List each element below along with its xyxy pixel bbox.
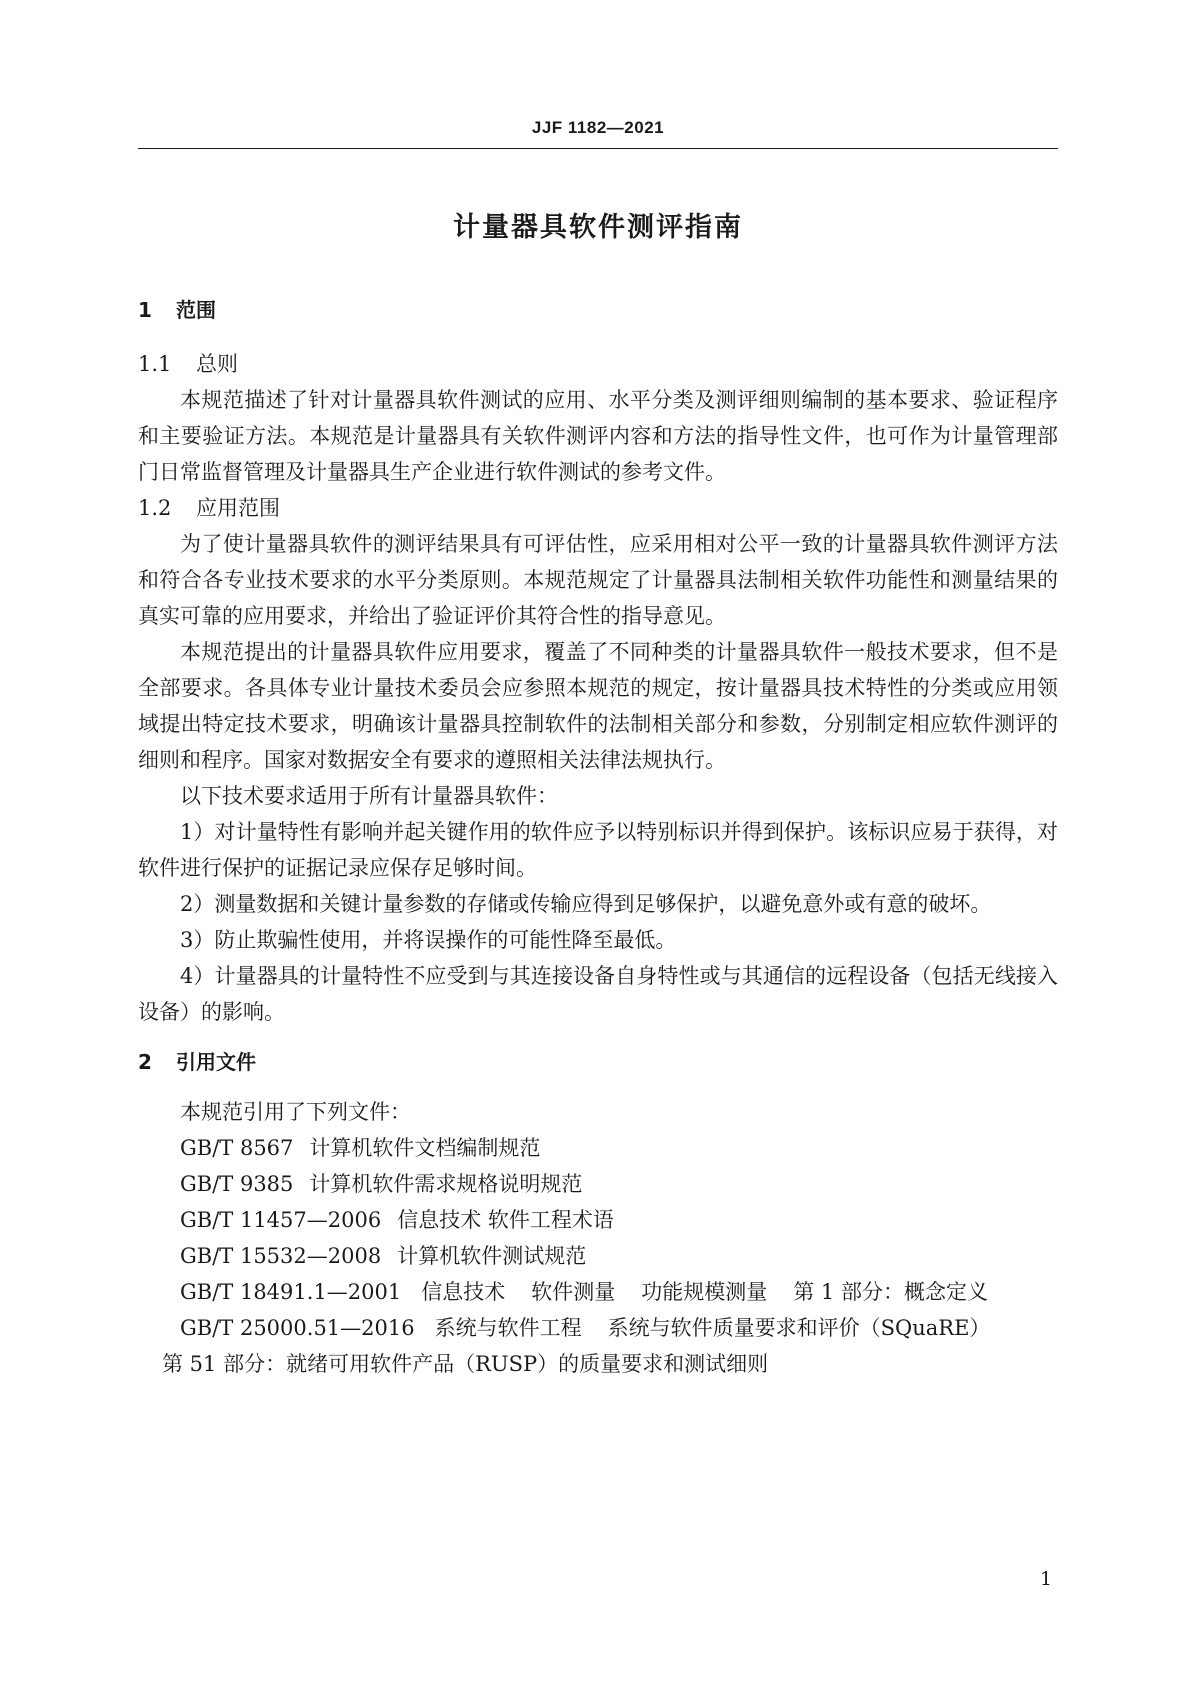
section-1-title: 范围	[176, 298, 216, 322]
header-code: JJF 1182—2021	[531, 118, 665, 137]
section-2-heading	[138, 1044, 1058, 1080]
reference-item	[138, 1238, 1058, 1274]
reference-item	[138, 1166, 1058, 1202]
reference-title-part: 第 1 部分：概念定义	[793, 1280, 988, 1304]
reference-code: GB/T 8567	[180, 1136, 294, 1160]
section-1-2-paragraph-2: 本规范提出的计量器具软件应用要求，覆盖了不同种类的计量器具软件一般技术要求，但不是全部要求。各具体专业计量技术委员会应参照本规范的规定，按计量器具技术特性的分类或应用领域提出特定技术要求，明确该计量器具控制软件的法制相关部分和参数，分别制定相应软件测评的细则和程序。国家对数据安全有要求的遵照相关法律法规执行。	[138, 640, 1058, 772]
section-1-1-number: 1.1	[138, 352, 172, 376]
reference-item	[138, 1202, 1058, 1238]
page-number: 1	[1040, 1568, 1053, 1590]
header-rule	[138, 148, 1058, 149]
requirement-item: 2）测量数据和关键计量参数的存储或传输应得到足够保护，以避免意外或有意的破坏。	[180, 892, 992, 916]
section-1-2-heading	[138, 490, 1058, 526]
reference-title: 计算机软件测试规范	[397, 1244, 587, 1268]
section-1-1-title: 总则	[196, 352, 238, 376]
requirement-item: 3）防止欺骗性使用，并将误操作的可能性降至最低。	[180, 928, 677, 952]
reference-continuation: 第 51 部分：就绪可用软件产品（RUSP）的质量要求和测试细则	[162, 1352, 769, 1376]
reference-code: GB/T 18491.1—2001	[180, 1280, 402, 1304]
section-1-2-paragraph-3: 以下技术要求适用于所有计量器具软件：	[180, 784, 558, 808]
section-1-2-number: 1.2	[138, 496, 172, 520]
section-2-intro: 本规范引用了下列文件：	[180, 1100, 411, 1124]
reference-item	[138, 1310, 1058, 1346]
section-2-number: 2	[138, 1050, 152, 1074]
reference-title: 计算机软件需求规格说明规范	[309, 1172, 583, 1196]
section-1-1-heading	[138, 346, 1058, 382]
requirement-item: 1）对计量特性有影响并起关键作用的软件应予以特别标识并得到保护。该标识应易于获得，对软件进行保护的证据记录应保存足够时间。	[138, 820, 1058, 880]
reference-title-part: 功能规模测量	[641, 1280, 768, 1304]
document-title: 计量器具软件测评指南	[453, 212, 743, 243]
section-1-number: 1	[138, 298, 152, 322]
reference-code: GB/T 25000.51—2016	[180, 1316, 415, 1340]
reference-title-part: 信息技术	[421, 1280, 506, 1304]
reference-code: GB/T 9385	[180, 1172, 294, 1196]
section-1-2-title: 应用范围	[196, 496, 280, 520]
reference-item	[138, 1130, 1058, 1166]
section-1-2-paragraph-1: 为了使计量器具软件的测评结果具有可评估性，应采用相对公平一致的计量器具软件测评方法和符合各专业技术要求的水平分类原则。本规范规定了计量器具法制相关软件功能性和测量结果的真实可靠的应用要求，并给出了验证评价其符合性的指导意见。	[138, 532, 1058, 628]
reference-title-part: 软件测量	[531, 1280, 616, 1304]
reference-item	[138, 1274, 1058, 1310]
reference-code: GB/T 11457—2006	[180, 1208, 382, 1232]
document-body	[138, 292, 1058, 1382]
reference-title: 计算机软件文档编制规范	[309, 1136, 541, 1160]
section-2-title: 引用文件	[176, 1050, 256, 1074]
reference-title: 信息技术 软件工程术语	[397, 1208, 614, 1232]
reference-code: GB/T 15532—2008	[180, 1244, 382, 1268]
reference-title-part: 系统与软件工程	[434, 1316, 582, 1340]
reference-title-part: 系统与软件质量要求和评价（SQuaRE）	[607, 1316, 991, 1340]
section-1-1-paragraph: 本规范描述了针对计量器具软件测试的应用、水平分类及测评细则编制的基本要求、验证程序和主要验证方法。本规范是计量器具有关软件测评内容和方法的指导性文件，也可作为计量管理部门日常监督管理及计量器具生产企业进行软件测试的参考文件。	[138, 388, 1058, 484]
requirement-item: 4）计量器具的计量特性不应受到与其连接设备自身特性或与其通信的远程设备（包括无线接入设备）的影响。	[138, 964, 1058, 1024]
section-1-heading	[138, 292, 1058, 328]
